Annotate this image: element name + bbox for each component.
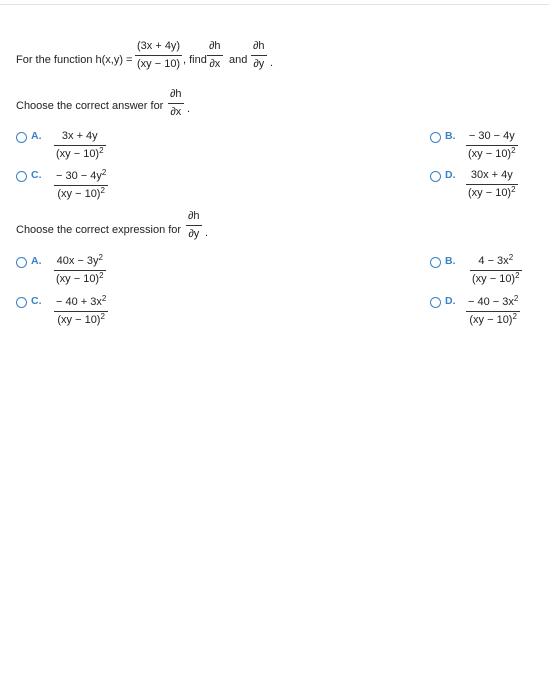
dh-dx-fraction — [207, 40, 223, 71]
option-numerator — [54, 170, 108, 186]
radio-button[interactable] — [430, 171, 441, 182]
top-divider — [0, 4, 549, 5]
dx-label: ∂x — [209, 58, 221, 70]
radio-button[interactable] — [430, 297, 441, 308]
denominator-base: (xy − 10) — [468, 187, 512, 199]
option-fraction — [470, 255, 522, 286]
option-numerator — [54, 255, 106, 271]
function-fraction — [135, 40, 182, 71]
option-letter: C. — [31, 169, 42, 181]
numerator-base: 4 − 3x — [478, 255, 509, 267]
part2-dh-dy-fraction — [186, 210, 202, 241]
and-text: and — [229, 54, 248, 66]
option-fraction — [54, 170, 108, 201]
radio-button[interactable] — [16, 132, 27, 143]
radio-button[interactable] — [16, 297, 27, 308]
option-denominator — [54, 312, 108, 327]
part1-prompt: Choose the correct answer for — [16, 100, 164, 112]
option-numerator: − 30 − 4y — [466, 130, 518, 146]
denominator-exponent: 2 — [515, 271, 520, 280]
option-numerator: 3x + 4y — [54, 130, 106, 146]
denominator-base: (xy − 10) — [56, 273, 100, 285]
part1-period: . — [187, 103, 191, 115]
numerator-exponent: 2 — [98, 253, 103, 262]
option-numerator: 30x + 4y — [466, 169, 518, 185]
dh-dy-fraction — [251, 40, 267, 71]
numerator-exponent: 2 — [101, 294, 107, 303]
denominator-base: (xy − 10) — [469, 314, 513, 326]
denominator-base: (xy − 10) — [57, 188, 101, 200]
option-denominator — [54, 186, 108, 201]
option-denominator — [54, 271, 106, 286]
option-denominator — [466, 185, 518, 200]
denominator-base: (xy − 10) — [472, 273, 516, 285]
option-letter: A. — [31, 255, 42, 267]
question-period: . — [270, 57, 274, 69]
option-denominator — [54, 146, 106, 161]
denominator-base: (xy − 10) — [56, 148, 100, 160]
radio-button[interactable] — [430, 132, 441, 143]
option-letter: D. — [445, 169, 456, 181]
option-denominator — [470, 271, 522, 286]
denominator-exponent: 2 — [99, 271, 104, 280]
option-numerator — [470, 255, 522, 271]
option-numerator — [54, 296, 108, 312]
dh-label: ∂h — [207, 40, 223, 56]
option-fraction — [466, 296, 520, 327]
part2-prompt: Choose the correct expression for — [16, 224, 182, 236]
part2-period: . — [205, 227, 209, 239]
option-denominator — [466, 312, 520, 327]
dy-label: ∂y — [253, 58, 265, 70]
numerator-exponent: 2 — [513, 294, 519, 303]
option-fraction — [54, 130, 106, 161]
radio-button[interactable] — [16, 257, 27, 268]
option-fraction — [466, 169, 518, 200]
denominator-exponent: 2 — [511, 185, 516, 194]
denominator-exponent: 2 — [100, 312, 105, 321]
part1-dh-dx-fraction — [168, 88, 184, 119]
function-denominator: (xy − 10) — [137, 58, 181, 70]
denominator-base: (xy − 10) — [57, 314, 101, 326]
option-fraction — [54, 296, 108, 327]
dy-label: ∂y — [188, 228, 200, 240]
numerator-base: 40x − 3y — [56, 255, 99, 267]
option-numerator — [466, 296, 520, 312]
dh-label: ∂h — [168, 88, 184, 104]
radio-button[interactable] — [430, 257, 441, 268]
function-numerator: (3x + 4y) — [135, 40, 182, 56]
dh-label: ∂h — [186, 210, 202, 226]
option-letter: D. — [445, 295, 456, 307]
find-text: , find — [183, 54, 207, 66]
dx-label: ∂x — [170, 106, 182, 118]
option-letter: B. — [445, 255, 456, 267]
radio-button[interactable] — [16, 171, 27, 182]
denominator-exponent: 2 — [511, 146, 516, 155]
option-letter: C. — [31, 295, 42, 307]
denominator-exponent: 2 — [100, 186, 105, 195]
option-letter: A. — [31, 130, 42, 142]
numerator-exponent: 2 — [101, 168, 107, 177]
option-fraction — [54, 255, 106, 286]
denominator-exponent: 2 — [99, 146, 104, 155]
numerator-base: − 40 + 3x — [56, 296, 102, 308]
option-denominator — [466, 146, 518, 161]
option-letter: B. — [445, 130, 456, 142]
dh-label: ∂h — [251, 40, 267, 56]
numerator-base: − 30 − 4y — [56, 170, 102, 182]
denominator-exponent: 2 — [512, 312, 517, 321]
numerator-base: − 40 − 3x — [468, 296, 514, 308]
numerator-exponent: 2 — [508, 253, 514, 262]
question-lead: For the function h(x,y) = — [16, 54, 133, 66]
denominator-base: (xy − 10) — [468, 148, 512, 160]
option-fraction — [466, 130, 518, 161]
